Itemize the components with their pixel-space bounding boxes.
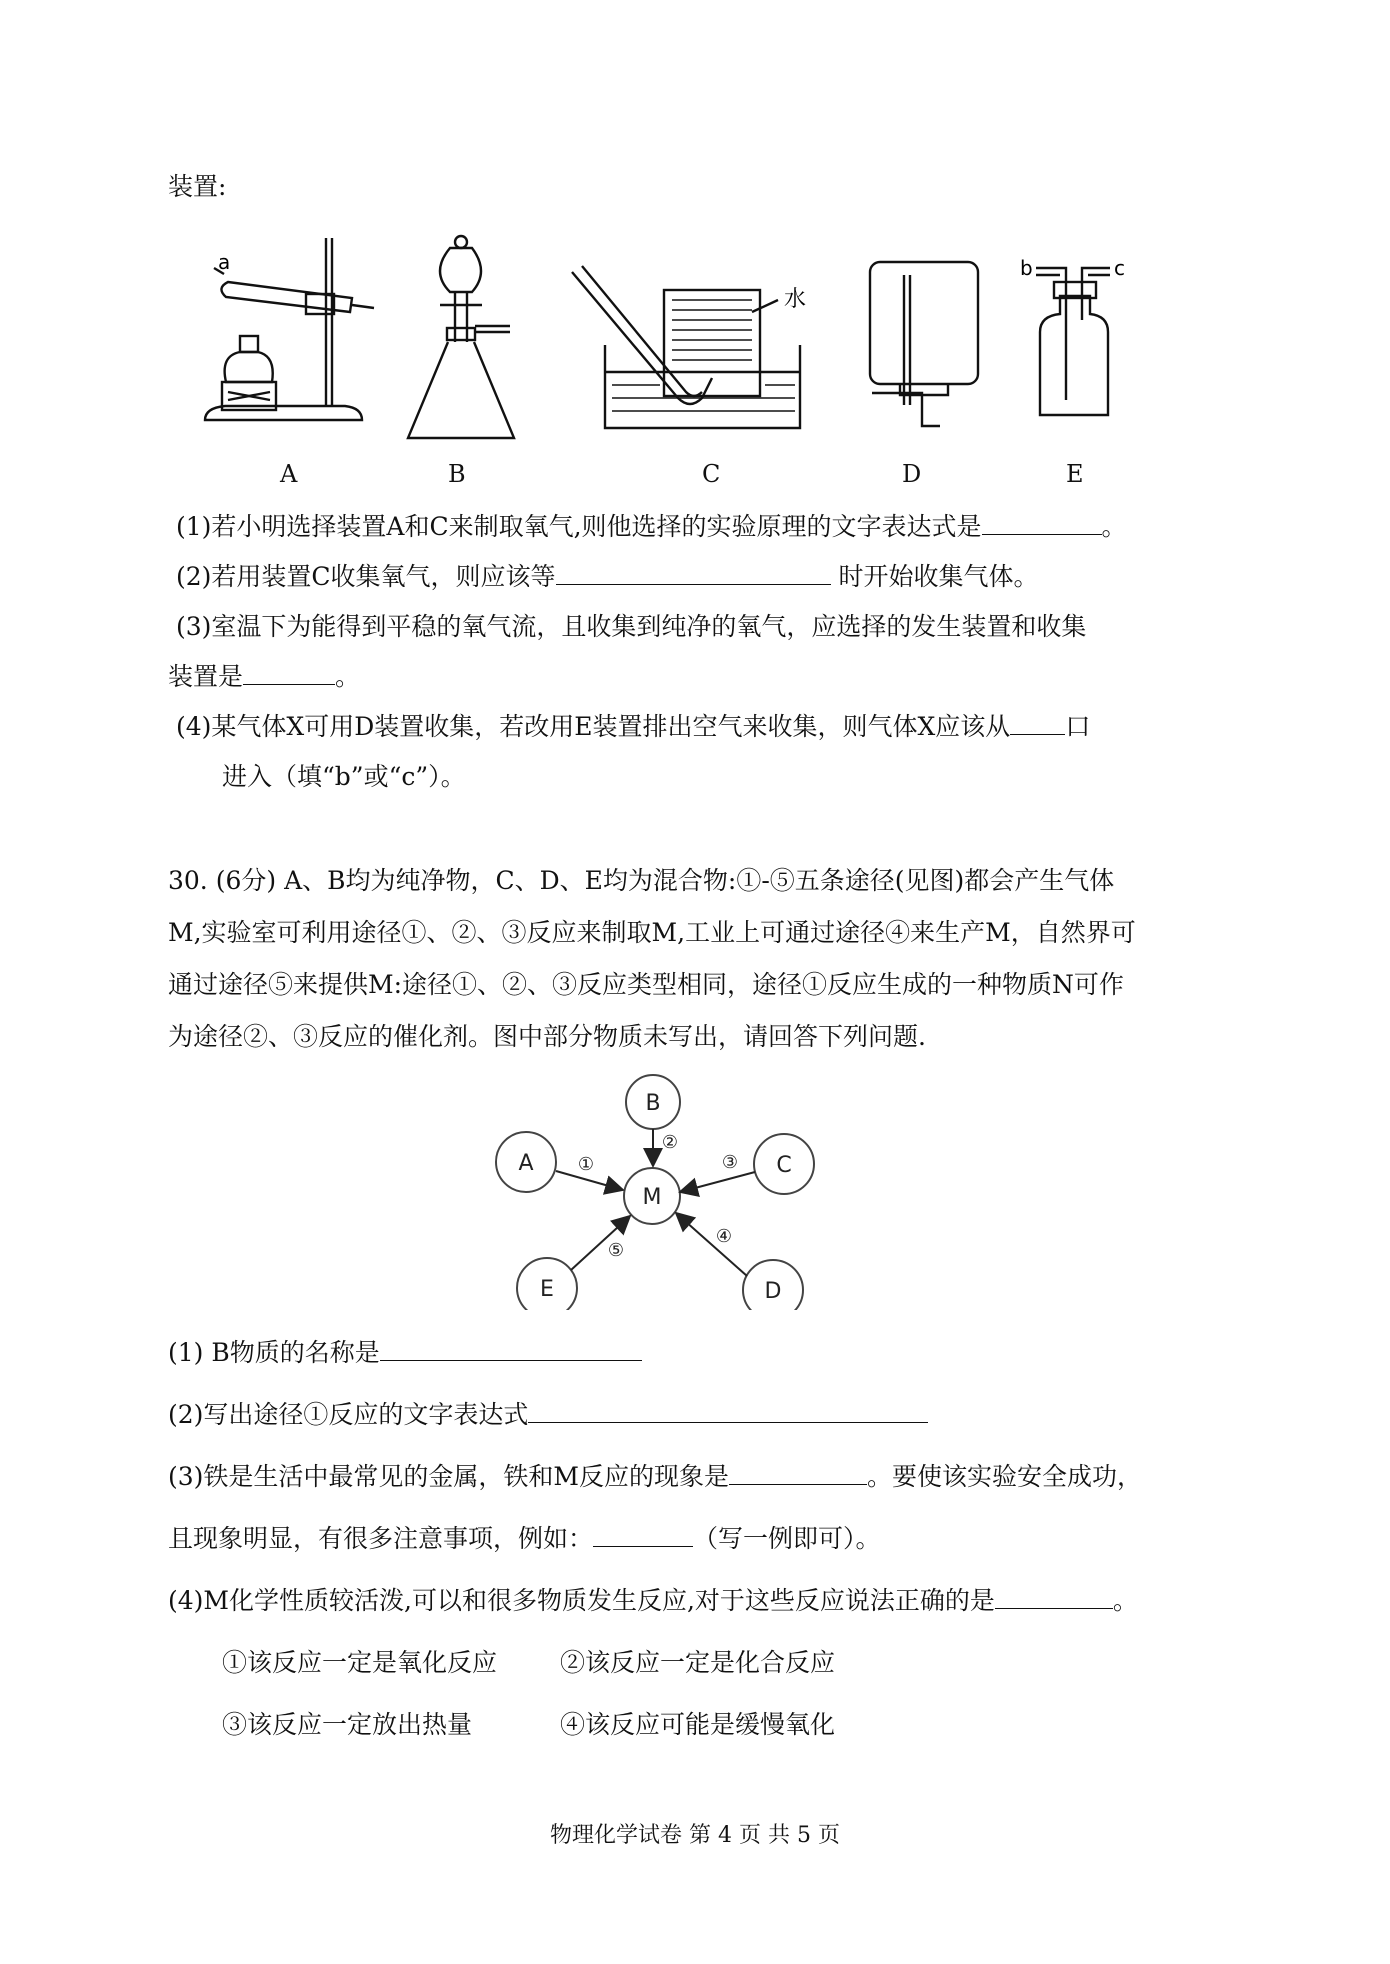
apparatus-figure <box>0 0 1390 470</box>
apparatus-a-drawing <box>205 238 374 420</box>
q29-part4-line2: 进入（填“b”或“c”）。 <box>222 762 466 791</box>
annotation-b: b <box>1020 256 1033 280</box>
path-4-label: ④ <box>715 1226 733 1247</box>
node-a-label: A <box>518 1151 534 1176</box>
apparatus-label-c: C <box>702 460 721 488</box>
q30-part2: (2)写出途径①反应的文字表达式 <box>168 1398 928 1432</box>
answer-blank[interactable] <box>243 662 335 685</box>
q29-part3-line1: (3)室温下为能得到平稳的氧气流，且收集到纯净的氧气，应选择的发生装置和收集 <box>176 612 1087 641</box>
q29-part2: (2)若用装置C收集氧气，则应该等 时开始收集气体。 <box>176 562 1039 591</box>
q30-option-4: ④该反应可能是缓慢氧化 <box>560 1710 836 1739</box>
pathway-diagram <box>480 1070 830 1310</box>
path-3-label: ③ <box>721 1152 739 1173</box>
q30-stem-line1: 30. (6分) A、B均为纯净物，C、D、E均为混合物:①-⑤五条途径(见图)都会产生气体 <box>168 866 1115 895</box>
node-m-label: M <box>642 1185 662 1210</box>
apparatus-label-a: A <box>280 460 298 488</box>
q29-part3-line2: 装置是 。 <box>168 662 361 691</box>
apparatus-e-drawing <box>1036 268 1110 415</box>
q30-part4: (4)M化学性质较活泼,可以和很多物质发生反应,对于这些反应说法正确的是 。 <box>168 1586 1138 1615</box>
annotation-a: a <box>218 250 231 274</box>
node-c-label: C <box>776 1153 792 1178</box>
path-1-label: ① <box>577 1154 595 1175</box>
apparatus-d-drawing <box>870 262 978 426</box>
q30-stem-line3: 通过途径⑤来提供M:途径①、②、③反应类型相同，途径①反应生成的一种物质N可作 <box>168 970 1124 999</box>
node-d-label: D <box>764 1279 782 1304</box>
q30-stem-line4: 为途径②、③反应的催化剂。图中部分物质未写出，请回答下列问题. <box>168 1022 926 1051</box>
node-b-label: B <box>645 1091 661 1116</box>
node-e-label: E <box>540 1277 554 1302</box>
q29-part4-line1: (4)某气体X可用D装置收集，若改用E装置排出空气来收集，则气体X应该从 口 <box>176 712 1091 741</box>
answer-blank[interactable] <box>1010 712 1065 735</box>
q30-option-1: ①该反应一定是氧化反应 <box>222 1648 498 1677</box>
page-footer: 物理化学试卷 第 4 页 共 5 页 <box>550 1823 840 1848</box>
answer-blank[interactable] <box>528 1400 928 1423</box>
path-5-label: ⑤ <box>607 1240 625 1261</box>
answer-blank[interactable] <box>995 1586 1113 1609</box>
q30-part1: (1) B物质的名称是 <box>168 1336 642 1370</box>
apparatus-c-drawing <box>572 266 800 428</box>
q29-part1: (1)若小明选择装置A和C来制取氧气,则他选择的实验原理的文字表达式是 。 <box>176 512 1127 541</box>
q30-part3-line1: (3)铁是生活中最常见的金属，铁和M反应的现象是 。要使该实验安全成功， <box>168 1462 1143 1491</box>
annotation-water: 水 <box>784 287 807 312</box>
apparatus-label-b: B <box>448 460 466 488</box>
annotation-c: c <box>1114 256 1125 280</box>
answer-blank[interactable] <box>380 1338 642 1361</box>
apparatus-b-drawing <box>408 236 514 438</box>
apparatus-label-e: E <box>1066 460 1084 488</box>
answer-blank[interactable] <box>556 562 831 585</box>
path-2-label: ② <box>661 1132 679 1153</box>
apparatus-label-d: D <box>902 460 922 488</box>
q30-option-2: ②该反应一定是化合反应 <box>560 1648 836 1677</box>
section-heading: 装置: <box>168 172 227 201</box>
q30-option-3: ③该反应一定放出热量 <box>222 1710 473 1739</box>
answer-blank[interactable] <box>729 1462 867 1485</box>
answer-blank[interactable] <box>593 1524 693 1547</box>
answer-blank[interactable] <box>982 512 1102 535</box>
q30-part3-line2: 且现象明显，有很多注意事项，例如： （写一例即可）。 <box>168 1524 881 1553</box>
q30-stem-line2: M,实验室可利用途径①、②、③反应来制取M,工业上可通过途径④来生产M，自然界可 <box>168 918 1136 947</box>
